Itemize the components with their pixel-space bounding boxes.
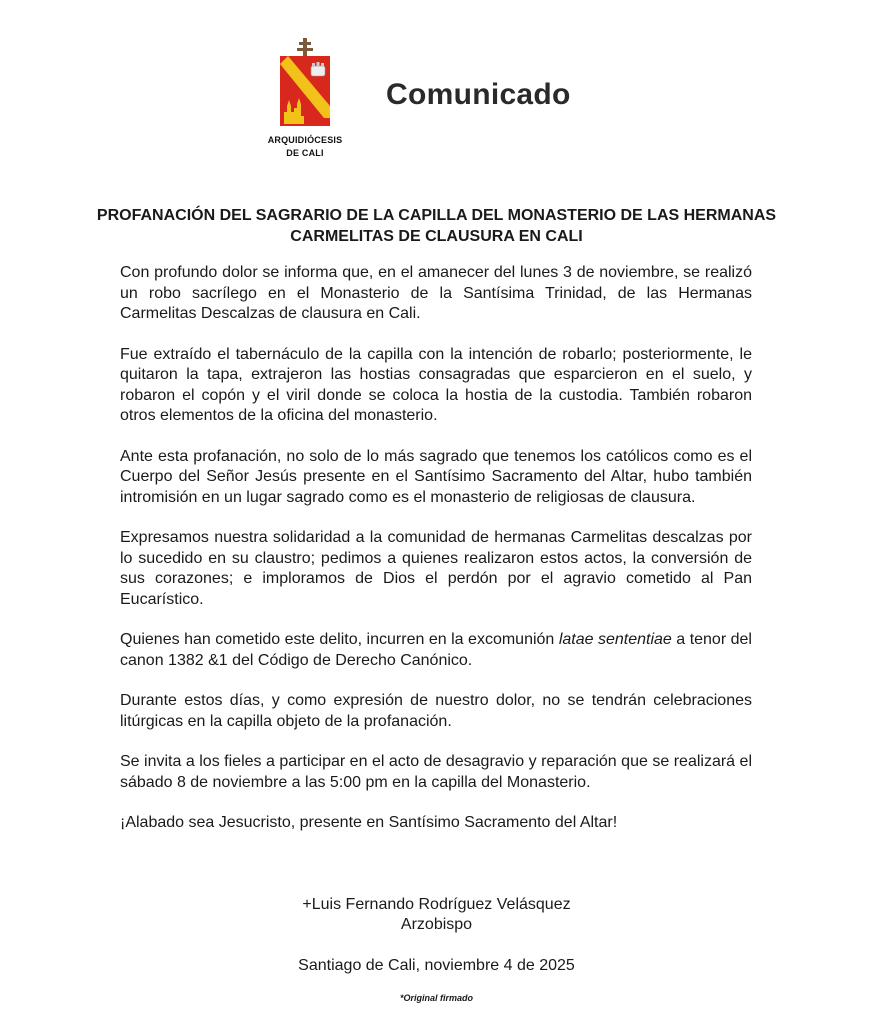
original-signed-note: *Original firmado	[399, 993, 473, 1003]
document-title: PROFANACIÓN DEL SAGRARIO DE LA CAPILLA DEL MONASTERIO DE LAS HERMANAS CARMELITAS DE CLAUSURA EN CALI	[96, 207, 777, 245]
page-heading: Comunicado	[386, 78, 571, 111]
logo-line-2: DE CALI	[286, 148, 324, 158]
archdiocese-logo	[262, 38, 348, 164]
document-body	[120, 263, 752, 854]
signatory-name: +Luis Fernando Rodríguez Velásquez	[302, 896, 571, 913]
paragraph-3: Ante esta profanación, no solo de lo más sagrado que tenemos los católicos como es el Cuerpo del Señor Jesús presente en el Santísimo Sacramento del Altar, hubo también intromisión en un lugar sagrado como es el monasterio de religiosas de clausura.	[120, 447, 752, 506]
paragraph-5	[120, 630, 752, 671]
paragraph-4: Expresamos nuestra solidaridad a la comunidad de hermanas Carmelitas descalzas por lo sucedido en su claustro; pedimos a quienes realizaron estos actos, la conversión de sus corazones; e imploramos de Dios el perdón por el agravio cometido al Pan Eucarístico.	[120, 529, 752, 608]
paragraph-7: Se invita a los fieles a participar en el acto de desagravio y reparación que se realizará el sábado 8 de noviembre a las 5:00 pm en la capilla del Monasterio.	[120, 753, 752, 791]
paragraph-6: Durante estos días, y como expresión de nuestro dolor, no se tendrán celebraciones litúrgicas en la capilla objeto de la profanación.	[120, 692, 752, 730]
archdiocese-coat-of-arms-icon	[278, 38, 332, 130]
paragraph-5-end: a tenor del canon 1382 &1 del Código de Derecho Canónico.	[120, 631, 752, 669]
paragraph-2: Fue extraído el tabernáculo de la capilla con la intención de robarlo; posteriormente, le quitaron la tapa, extrajeron las hostias consagradas que esparcieron en el suelo, y robaron el copón y el viril donde se coloca la hostia de la custodia. También robaron otros elementos de la oficina del monasterio.	[120, 345, 752, 424]
letterhead	[0, 0, 873, 170]
place-date: Santiago de Cali, noviembre 4 de 2025	[298, 957, 575, 974]
signatory-role: Arzobispo	[400, 916, 473, 933]
logo-line-1: ARQUIDIÓCESIS	[267, 135, 343, 145]
paragraph-5-start: Quienes han cometido este delito, incurren en la excomunión	[120, 631, 559, 648]
paragraph-1: Con profundo dolor se informa que, en el amanecer del lunes 3 de noviembre, se realizó un robo sacrílego en el Monasterio de la Santísima Trinidad, de las Hermanas Carmelitas Descalzas de clausura en Cali.	[120, 264, 752, 322]
latin-term: latae sententiae	[558, 631, 672, 648]
closing-acclamation: ¡Alabado sea Jesucristo, presente en Santísimo Sacramento del Altar!	[120, 814, 618, 831]
